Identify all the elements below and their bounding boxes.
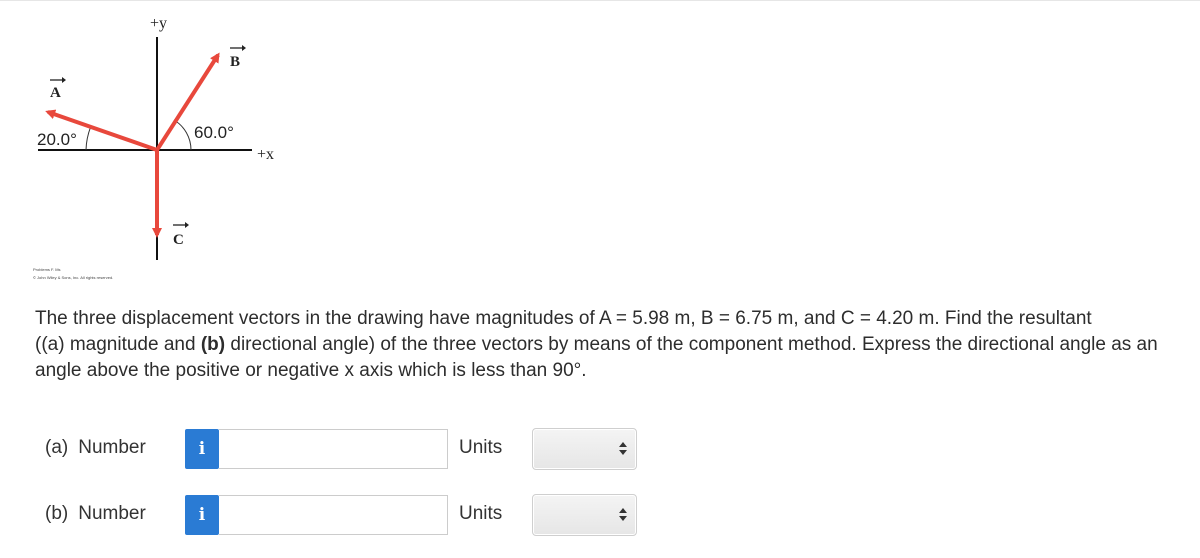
- answer-row-b: [45, 493, 745, 537]
- figure-credit-line-2: © John Wiley & Sons, Inc. All rights reserved.: [33, 275, 114, 280]
- question-text: [35, 306, 1185, 384]
- answer-b-units-label: Units: [459, 503, 503, 524]
- question-line-2-pre: ((a) magnitude and: [35, 334, 201, 355]
- answer-a-units-select[interactable]: [532, 428, 637, 470]
- answer-b-number-label: Number: [78, 503, 146, 524]
- figure-credit-line-1: Problems F. Ms: [33, 267, 61, 272]
- question-line-1: The three displacement vectors in the drawing have magnitudes of A = 5.98 m, B = 6.75 m, and C = 4.20 m. Find the resultant: [35, 308, 1092, 329]
- angle-b-label: 60.0°: [194, 123, 234, 142]
- vector-diagram: [0, 0, 300, 300]
- angle-a-label: 20.0°: [37, 130, 77, 149]
- vector-a-label: A: [50, 85, 61, 101]
- answer-a-part: (a): [45, 437, 69, 458]
- info-icon[interactable]: i: [185, 495, 219, 535]
- question-line-2-bold: (b): [200, 334, 226, 355]
- vector-a-label-group: [50, 77, 66, 101]
- axis-x-label: +x: [257, 146, 275, 163]
- answer-b-number-input[interactable]: [219, 495, 448, 535]
- question-line-3: angle above the positive or negative x axis which is less than 90°.: [35, 360, 587, 381]
- info-icon[interactable]: i: [185, 429, 219, 469]
- answer-a-units-label: Units: [459, 437, 503, 458]
- select-updown-icon: [619, 508, 627, 522]
- angle-a-arc: [86, 126, 91, 150]
- answer-b-label: [45, 503, 146, 525]
- angle-b-arc: [174, 120, 191, 150]
- answer-row-a: [45, 427, 745, 471]
- question-line-2-post: directional angle) of the three vectors by means of the component method. Express the directional angle as an: [225, 334, 1158, 355]
- axis-y-label: +y: [150, 15, 168, 32]
- answer-b-part: (b): [45, 503, 69, 524]
- select-updown-icon: [619, 442, 627, 456]
- answer-a-number-label: Number: [78, 437, 146, 458]
- vector-b-label: B: [230, 54, 241, 70]
- answer-a-number-input[interactable]: [219, 429, 448, 469]
- vector-b-label-group: [230, 45, 246, 70]
- vector-c-label: C: [173, 232, 184, 248]
- vector-diagram-svg: [0, 0, 300, 300]
- vector-c-label-group: [173, 222, 189, 248]
- answer-a-label: [45, 437, 146, 459]
- answer-b-units-select[interactable]: [532, 494, 637, 536]
